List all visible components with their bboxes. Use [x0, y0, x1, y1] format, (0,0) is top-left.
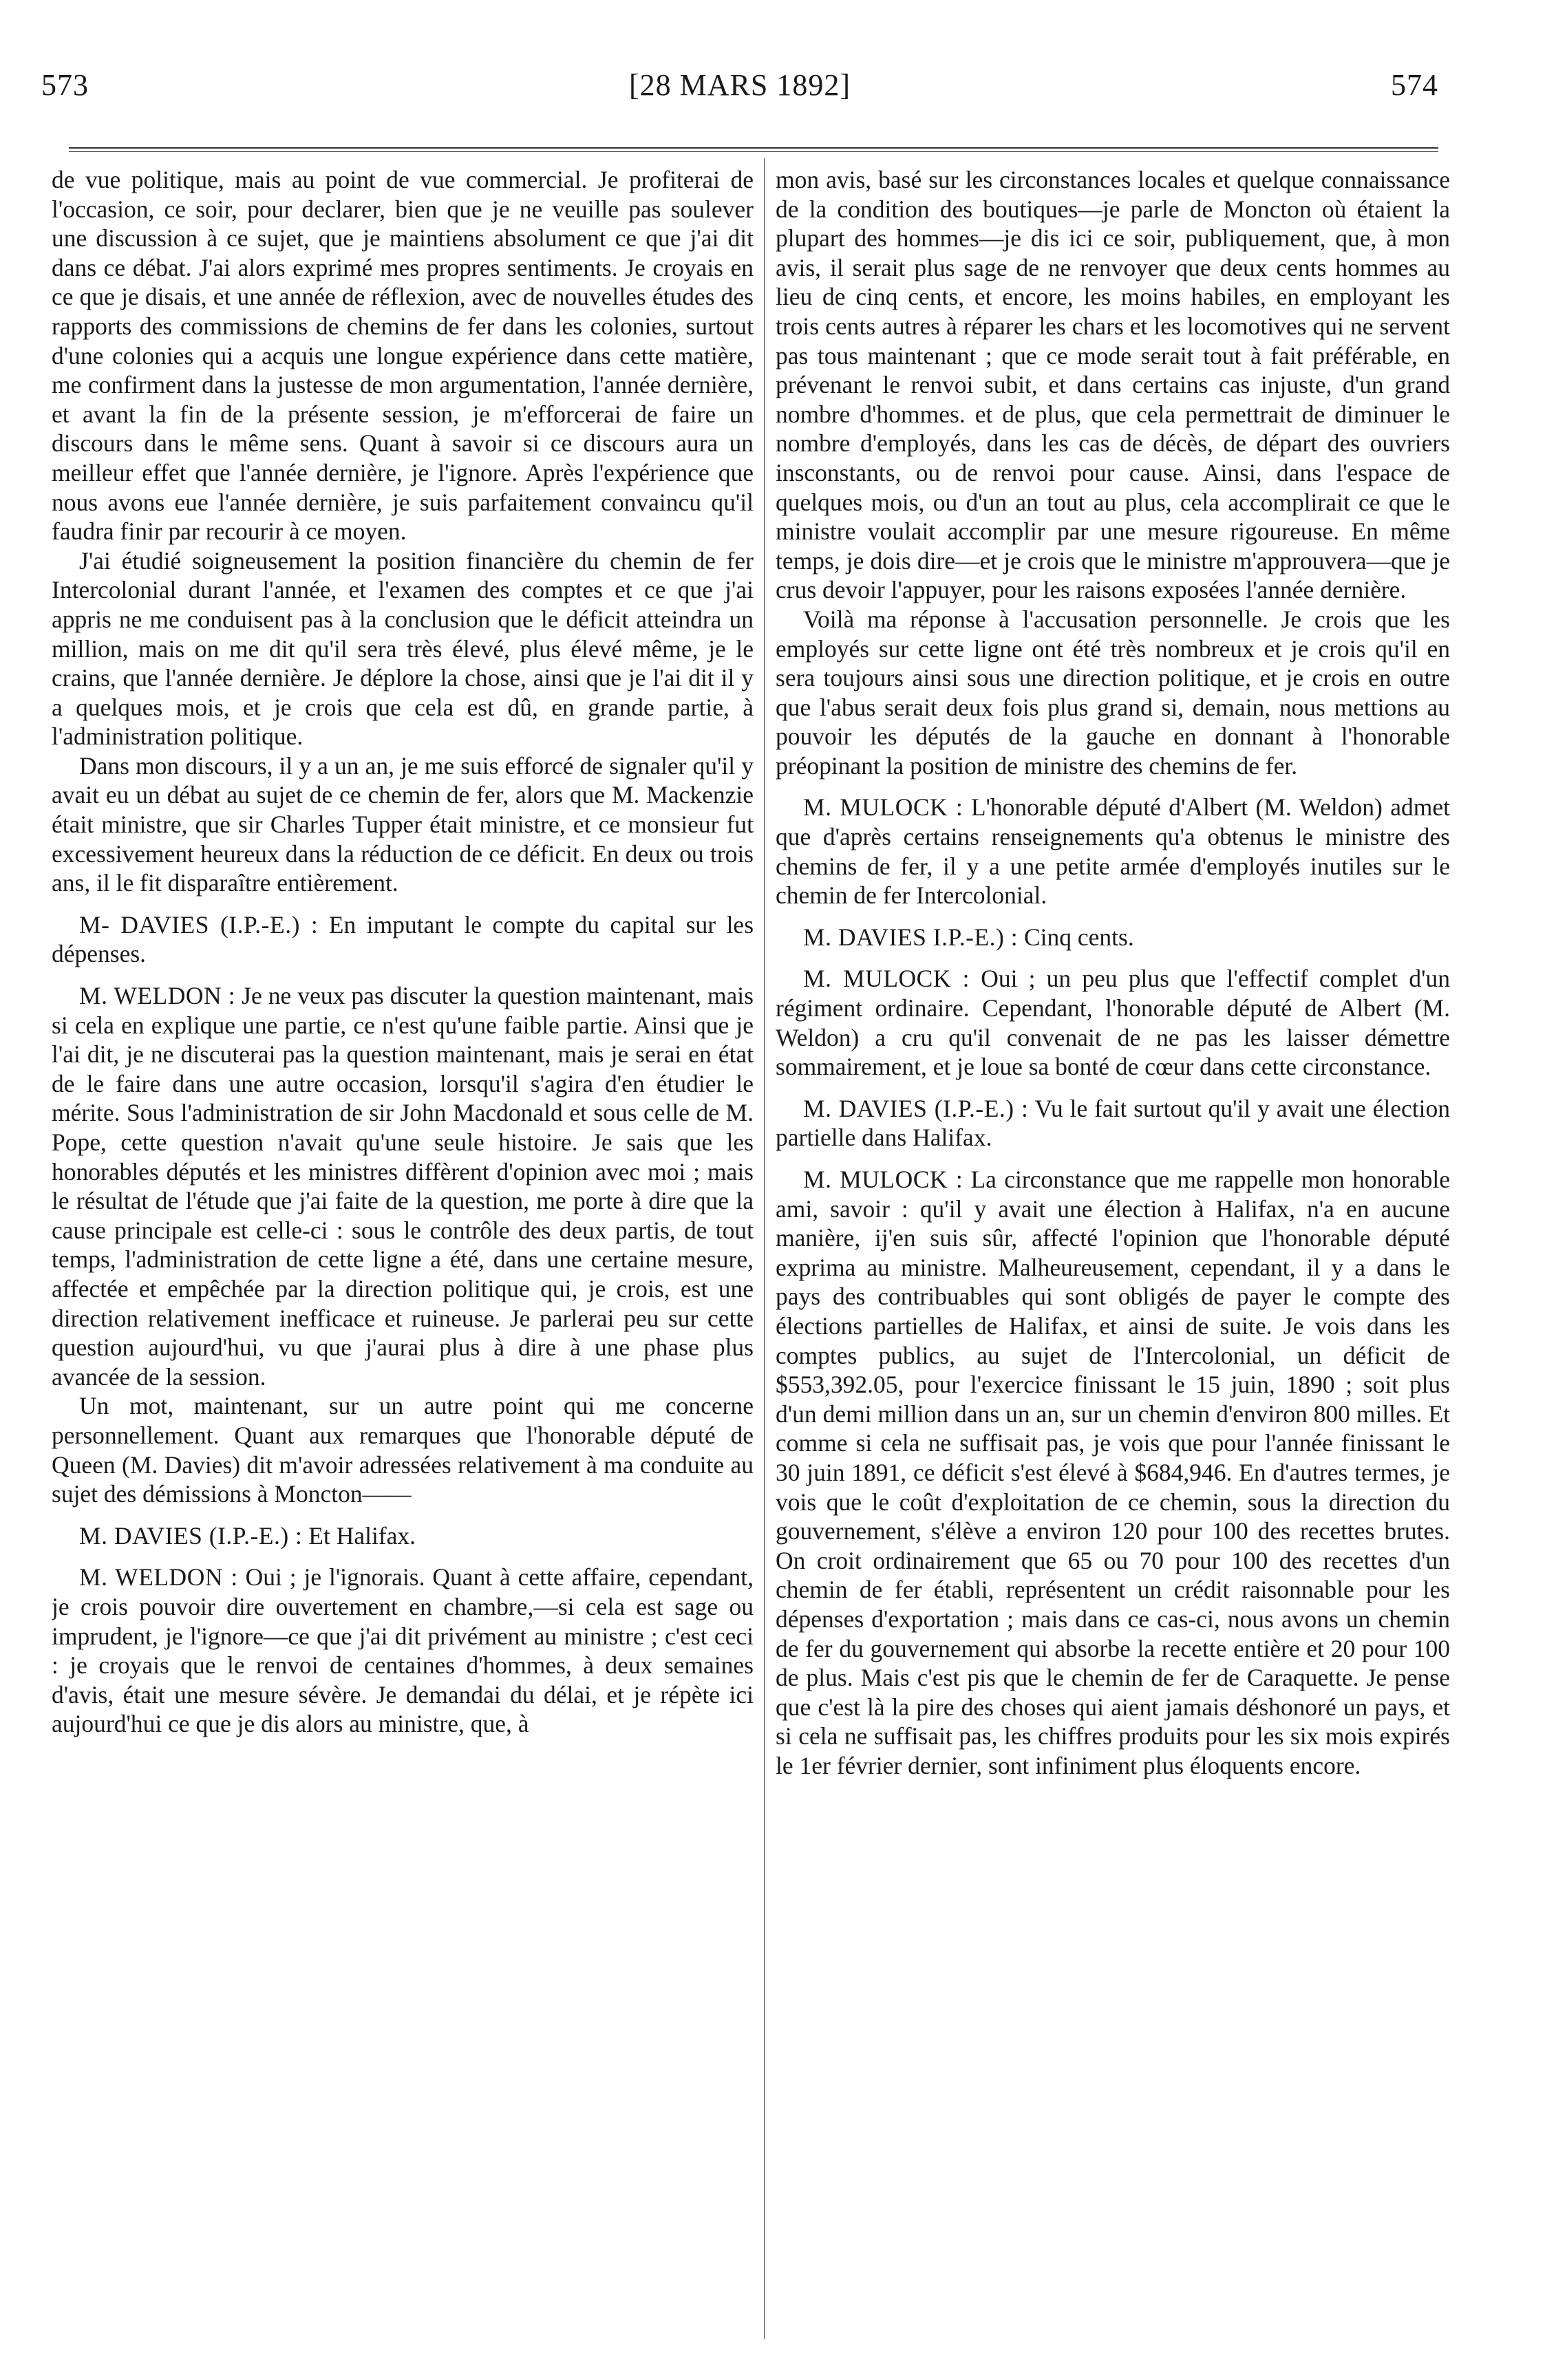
paragraph — [52, 1391, 754, 1508]
paragraph-text: Je ne veux pas discuter la question maintenant, mais si cela en explique une partie, ce n'est qu'une faible partie. Ainsi que je l'ai dit, je ne discuterai pas la question maintenant, mais je serai en état de le faire dans une autre occasion, lorsqu'il s'agira d'en étudier le mérite. Sous l'administration de sir John Macdonald et sous celle de M. Pope, cette question n'avait qu'une seule histoire. Je sais que les honorables députés et les ministres diffèrent d'opinion avec moi ; mais le résultat de l'étude que j'ai faite de la question, me porte à dire que la cause principale est celle-ci : sous le contrôle des deux partis, de tout temps, l'administration de cette ligne a été, dans une certaine mesure, affectée et empêchée par la direction politique qui, je crois, est une direction relativement inefficace et ruineuse. Je parlerai peu sur cette question aujourd'hui, vu que j'aurai plus à dire à une phase plus avancée de la session. — [52, 982, 754, 1391]
paragraph — [52, 751, 754, 898]
paragraph-text: mon avis, basé sur les circonstances locales et quelque connaissance de la condition des boutiques—je parle de Moncton où étaient la plupart des hommes—je dis ici ce soir, publiquement, que, à mon avis, il serait plus sage de ne renvoyer que deux cents hommes au lieu de cinq cents, et encore, les moins habiles, en employant les trois cents autres à réparer les chars et les locomotives qui ne servent pas tous maintenant ; que ce mode serait tout à fait préférable, en prévenant le renvoi subit, et dans certains cas injuste, d'un grand nombre d'hommes. et de plus, que cela permettrait de diminuer le nombre d'employés, dans les cas de décès, de départ des ouvriers insconstants, ou de renvoi pour cause. Ainsi, dans l'espace de quelques mois, ou d'un an tout au plus, cela accomplirait ce que le ministre voulait accomplir par une mesure rigoureuse. En même temps, je dois dire—et je crois que le ministre m'approuvera—que je crus devoir l'appuyer, pour les raisons exposées l'année dernière. — [776, 166, 1450, 604]
speaker-name: M. MULOCK : — [803, 965, 970, 993]
page-number-right: 574 — [1391, 68, 1438, 102]
speaker-name: M. MULOCK : — [803, 793, 963, 822]
paragraph-text: En imputant le compte du capital sur les dépenses. — [52, 910, 754, 968]
paragraph-text: Voilà ma réponse à l'accusation personnelle. Je crois que les employés sur cette ligne ont été très nombreux et je crois qu'il en sera toujours ainsi sous une direction politique, et je crois en outre que l'abus serait deux fois plus grand si, demain, nous mettions au pouvoir les députés de la gauche en donnant à l'honorable préopinant la position de ministre des chemins de fer. — [776, 605, 1450, 780]
column-divider — [764, 158, 765, 2339]
paragraph-text: J'ai étudié soigneusement la position financière du chemin de fer Intercolonial durant l'année, et l'examen des comptes et ce que j'ai appris ne me conduisent pas à la conclusion que le déficit atteindra un million, mais on me dit qu'il sera très élevé, plus élevé même, je le crains, que l'année dernière. Je déplore la chose, ainsi que je l'ai dit il y a quelques mois, et je crois que cela est dû, en grande partie, à l'administration politique. — [52, 546, 754, 751]
header-date: [28 MARS 1892] — [628, 68, 851, 102]
paragraph — [52, 165, 754, 546]
paragraph-text: Cinq cents. — [1023, 923, 1134, 951]
paragraph — [776, 793, 1450, 910]
paragraph — [776, 923, 1450, 952]
paragraph — [776, 605, 1450, 781]
speaker-name: M. WELDON : — [79, 1563, 238, 1591]
paragraph — [52, 981, 754, 1391]
paragraph — [52, 1521, 754, 1551]
paragraph-text: Oui ; je l'ignorais. Quant à cette affaire, cependant, je crois pouvoir dire ouvertement en chambre,—si cela est sage ou imprudent, je l'ignore—ce que j'ai dit privément au ministre ; c'est ceci : je croyais que le renvoi de centaines d'hommes, à deux semaines d'avis, était une mesure sévère. Je demandai du délai, et je répète ici aujourd'hui ce que je dis alors au ministre, que, à — [52, 1563, 754, 1738]
paragraph-text: Un mot, maintenant, sur un autre point qui me concerne personnellement. Quant aux remarques que l'honorable député de Queen (M. Davies) dit m'avoir adressées relativement à ma conduite au sujet des démissions à Moncton—— — [52, 1392, 754, 1508]
paragraph-text: L'honorable député d'Albert (M. Weldon) admet que d'après certains renseignements qu'a obtenus le ministre des chemins de fer, il y a une petite armée d'employés inutiles sur le chemin de fer Intercolonial. — [776, 793, 1450, 910]
speaker-name: M. DAVIES (I.P.-E.) : — [79, 1521, 303, 1550]
page-header — [41, 61, 1438, 116]
right-column — [776, 165, 1450, 2339]
header-rule — [69, 147, 1438, 149]
paragraph-text: Oui ; un peu plus que l'effectif complet d'un régiment ordinaire. Cependant, l'honorable député de Albert (M. Weldon) a cru qu'il convenait de ne pas les laisser démettre sommairement, et je loue sa bonté de cœur dans cette circonstance. — [776, 965, 1450, 1081]
speaker-name: M. WELDON : — [79, 982, 236, 1010]
paragraph-text: de vue politique, mais au point de vue commercial. Je profiterai de l'occasion, ce soir, pour declarer, bien que je ne veuille pas soulever une discussion à ce sujet, que je maintiens absolument ce que j'ai dit dans ce débat. J'ai alors exprimé mes propres sentiments. Je croyais en ce que je disais, et une année de réflexion, avec de nouvelles études des rapports des commissions de chemins de fer dans les colonies, surtout d'une colonies qui a acquis une longue expérience dans cette matière, me confirment dans la justesse de mon argumentation, l'année dernière, et avant la fin de la présente session, je m'efforcerai de faire un discours dans le même sens. Quant à savoir si ce discours aura un meilleur effet que l'année dernière, je l'ignore. Après l'expérience que nous avons eue l'année dernière, je suis parfaitement convaincu qu'il faudra finir par recourir à ce moyen. — [52, 166, 754, 546]
paragraph — [776, 1165, 1450, 1780]
paragraph — [776, 1094, 1450, 1153]
left-column — [52, 165, 754, 2339]
paragraph — [52, 910, 754, 969]
speaker-name: M- DAVIES (I.P.-E.) : — [79, 910, 319, 939]
paragraph-text: Vu le fait surtout qu'il y avait une élection partielle dans Halifax. — [776, 1094, 1450, 1152]
paragraph-text: La circonstance que me rappelle mon honorable ami, savoir : qu'il y avait une élection à Halifax, n'a en aucune manière, ij'en suis sûr, affecté l'opinion que l'honorable député exprima au ministre. Malheureusement, cependant, il y a dans le pays des contribuables qui sont obligés de payer le compte des élections partielles de Halifax, et ainsi de suite. Je vois dans les comptes publics, au sujet de l'Intercolonial, un déficit de $553,392.05, pour l'exercice finissant le 15 juin, 1890 ; soit plus d'un demi million dans un an, sur un chemin d'environ 800 milles. Et comme si cela ne suffisait pas, je vois que pour l'année finissant le 30 juin 1891, ce déficit s'est élevé à $684,946. En d'autres termes, je vois que le coût d'exploitation de ce chemin, sous la direction du gouvernement, s'élève a environ 120 pour 100 des recettes brutes. On croit ordinairement que 65 ou 70 pour 100 des recettes d'un chemin de fer établi, représentent un crédit raisonnable pour les dépenses d'exportation ; mais dans ce cas-ci, nous avons un chemin de fer du gouvernement qui absorbe la recette entière et 20 pour 100 de plus. Mais c'est pis que le chemin de fer de Caraquette. Je pense que c'est là la pire des choses qui aient jamais déshonoré un pays, et si cela ne suffisait pas, les chiffres produits pour les six mois expirés le 1er février dernier, sont infiniment plus éloquents encore. — [776, 1166, 1450, 1779]
paragraph — [52, 546, 754, 751]
page-number-left: 573 — [41, 68, 89, 102]
paragraph-text: Et Halifax. — [308, 1521, 416, 1550]
paragraph — [776, 964, 1450, 1081]
speaker-name: M. DAVIES I.P.-E.) : — [803, 923, 1019, 951]
paragraph-text: Dans mon discours, il y a un an, je me suis efforcé de signaler qu'il y avait eu un débat au sujet de ce chemin de fer, alors que M. Mackenzie était ministre, que sir Charles Tupper était ministre, et ce monsieur fut excessivement heureux dans la réduction de ce déficit. En deux ou trois ans, il le fit disparaître entièrement. — [52, 751, 754, 897]
speaker-name: M. DAVIES (I.P.-E.) : — [803, 1094, 1029, 1122]
speaker-name: M. MULOCK : — [803, 1166, 963, 1193]
paragraph — [776, 165, 1450, 605]
paragraph — [52, 1563, 754, 1739]
header-rule-thin — [69, 151, 1438, 152]
